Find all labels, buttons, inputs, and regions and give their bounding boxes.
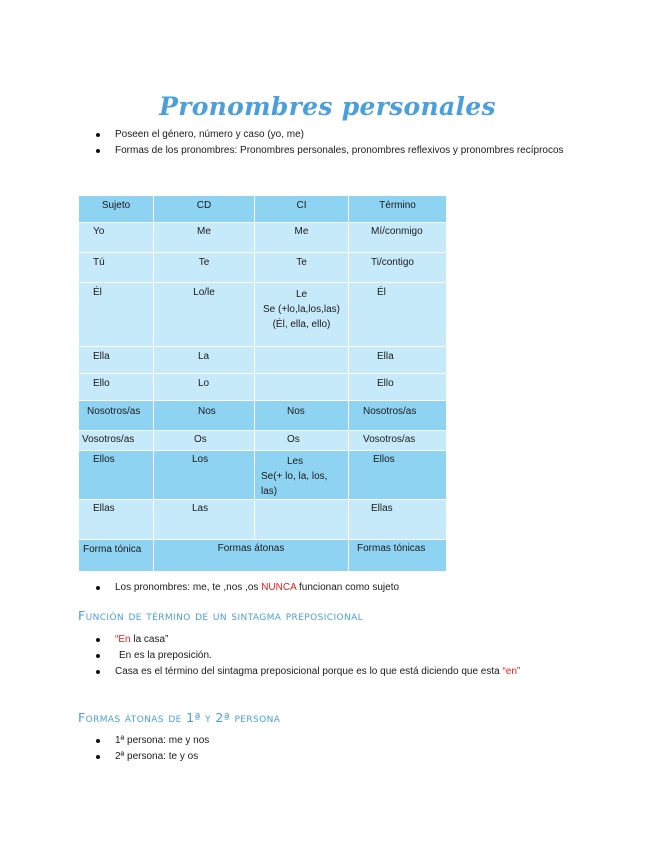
- list-item: Poseen el género, número y caso (yo, me): [96, 127, 576, 143]
- list-item: Casa es el término del sintagma preposicional porque es lo que está diciendo que esta “en”: [96, 664, 596, 680]
- list-item: “En la casa”: [96, 632, 596, 648]
- table-row: Él Lo/le Le Se (+lo,la,los,las) (Él, ella, ello) Él: [79, 283, 447, 347]
- table-footer-row: Forma tónica Formas átonas Formas tónicas: [79, 540, 447, 572]
- intro-list: [96, 127, 576, 159]
- list-item: 1ª persona: me y nos: [96, 733, 576, 749]
- header-termino: Término: [349, 196, 447, 223]
- section-heading: Formas átonas de 1ª y 2ª persona: [78, 710, 281, 725]
- header-sujeto: Sujeto: [79, 196, 154, 223]
- pronoun-table: [78, 195, 447, 572]
- list-item: Los pronombres: me, te ,nos ,os NUNCA funcionan como sujeto: [96, 580, 576, 596]
- section-heading: Función de término de un sintagma preposicional: [78, 608, 364, 623]
- table-header-row: [79, 196, 447, 223]
- list-item: Formas de los pronombres: Pronombres personales, pronombres reflexivos y pronombres recíprocos: [96, 143, 576, 159]
- note-list: [96, 580, 576, 596]
- table-row: Yo Me Me Mí/conmigo: [79, 223, 447, 253]
- table-row: Ellos Los Les Se(+ lo, la, los, las) Ellos: [79, 451, 447, 500]
- list-item: En es la preposición.: [96, 648, 596, 664]
- table-row: Nosotros/as Nos Nos Nosotros/as: [79, 401, 447, 431]
- section1-list: [96, 632, 596, 680]
- table-row: Ella La Ella: [79, 347, 447, 374]
- header-cd: CD: [154, 196, 255, 223]
- table-row: Tú Te Te Ti/contigo: [79, 253, 447, 283]
- list-item: 2ª persona: te y os: [96, 749, 576, 765]
- table-row: Ello Lo Ello: [79, 374, 447, 401]
- table-row: Vosotros/as Os Os Vosotros/as: [79, 431, 447, 451]
- header-ci: CI: [255, 196, 349, 223]
- table-row: Ellas Las Ellas: [79, 500, 447, 540]
- section2-list: [96, 733, 576, 765]
- page-title: Pronombres personales: [159, 92, 496, 121]
